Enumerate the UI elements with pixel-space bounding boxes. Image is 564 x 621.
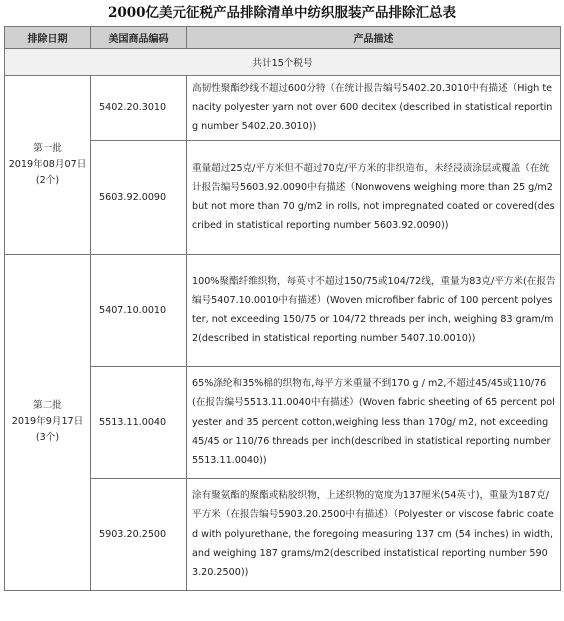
batch-date: 2019年08月07日 <box>8 158 87 170</box>
product-description: 65%涤纶和35%棉的织物布,每平方米重量不到170 g / m2,不超过45/45或110/76(在报告编号5513.11.0040中有描述）(Woven fabric sheeting of 65 percent polyester and 35 percent cotton,weighing less than 170g/ m2, not exceeding 45/45 or 110/76 threads per inch(described in statistical reporting number 5513.11.0040)) <box>187 366 561 478</box>
product-code: 5407.10.0010 <box>91 254 187 366</box>
product-description: 100%聚酯纤维织物，每英寸不超过150/75或104/72线，重量为83克/平方米(在报告编号5407.10.0010中有描述）(Woven microfiber fabric of 100 percent polyester, not exceeding 150/75 or 104/72 threads per inch, weighing 83 gram/m2(described in statistical reporting number 5407.10.0010)) <box>187 254 561 366</box>
document-title: 2000亿美元征税产品排除清单中纺织服装产品排除汇总表 <box>107 5 457 21</box>
product-code: 5603.92.0090 <box>91 140 187 254</box>
product-code: 5513.11.0040 <box>91 366 187 478</box>
header-row <box>5 27 561 49</box>
table-row <box>5 254 561 366</box>
exclusion-table <box>4 26 561 591</box>
product-description: 高韧性聚酯纱线不超过600分特（在统计报告编号5402.20.3010中有描述（High tenacity polyester yarn not over 600 decitex (described in statistical reporting number 5402.20.3010)) <box>187 76 561 141</box>
product-code: 5903.20.2500 <box>91 478 187 590</box>
header-date: 排除日期 <box>5 27 91 49</box>
batch-cell <box>5 76 91 255</box>
batch-date: 2019年9月17日 <box>11 416 84 428</box>
total-count-row <box>5 49 561 76</box>
batch-name: 第一批 <box>33 142 62 154</box>
product-description: 重量超过25克/平方米但不超过70克/平方米的非织造布，未经浸渍涂层或覆盖（在统计报告编号5603.92.0090中有描述（Nonwovens weighing more than 25 g/m2 but not more than 70 g/m2 in rolls, not impregnated coated or covered(described in statistical reporting number 5603.92.0090)) <box>187 140 561 254</box>
product-code: 5402.20.3010 <box>91 76 187 141</box>
batch-count: (3个) <box>35 432 60 444</box>
header-description: 产品描述 <box>187 27 561 49</box>
batch-name: 第二批 <box>33 400 62 412</box>
total-count: 共计15个税号 <box>5 49 561 76</box>
batch-cell <box>5 254 91 590</box>
product-description: 涂有聚氨酯的聚酯或粘胶织物，上述织物的宽度为137厘米(54英寸)，重量为187克/平方米（在报告编号5903.20.2500中有描述）（Polyester or viscose fabric coated with polyurethane, the foregoing measuring 137 cm (54 inches) in width, and weighing 187 grams/m2(described instatistical reporting number 5903.20.2500)) <box>187 478 561 590</box>
batch-count: (2个) <box>35 174 60 186</box>
table-row <box>5 76 561 141</box>
header-code: 美国商品编码 <box>91 27 187 49</box>
